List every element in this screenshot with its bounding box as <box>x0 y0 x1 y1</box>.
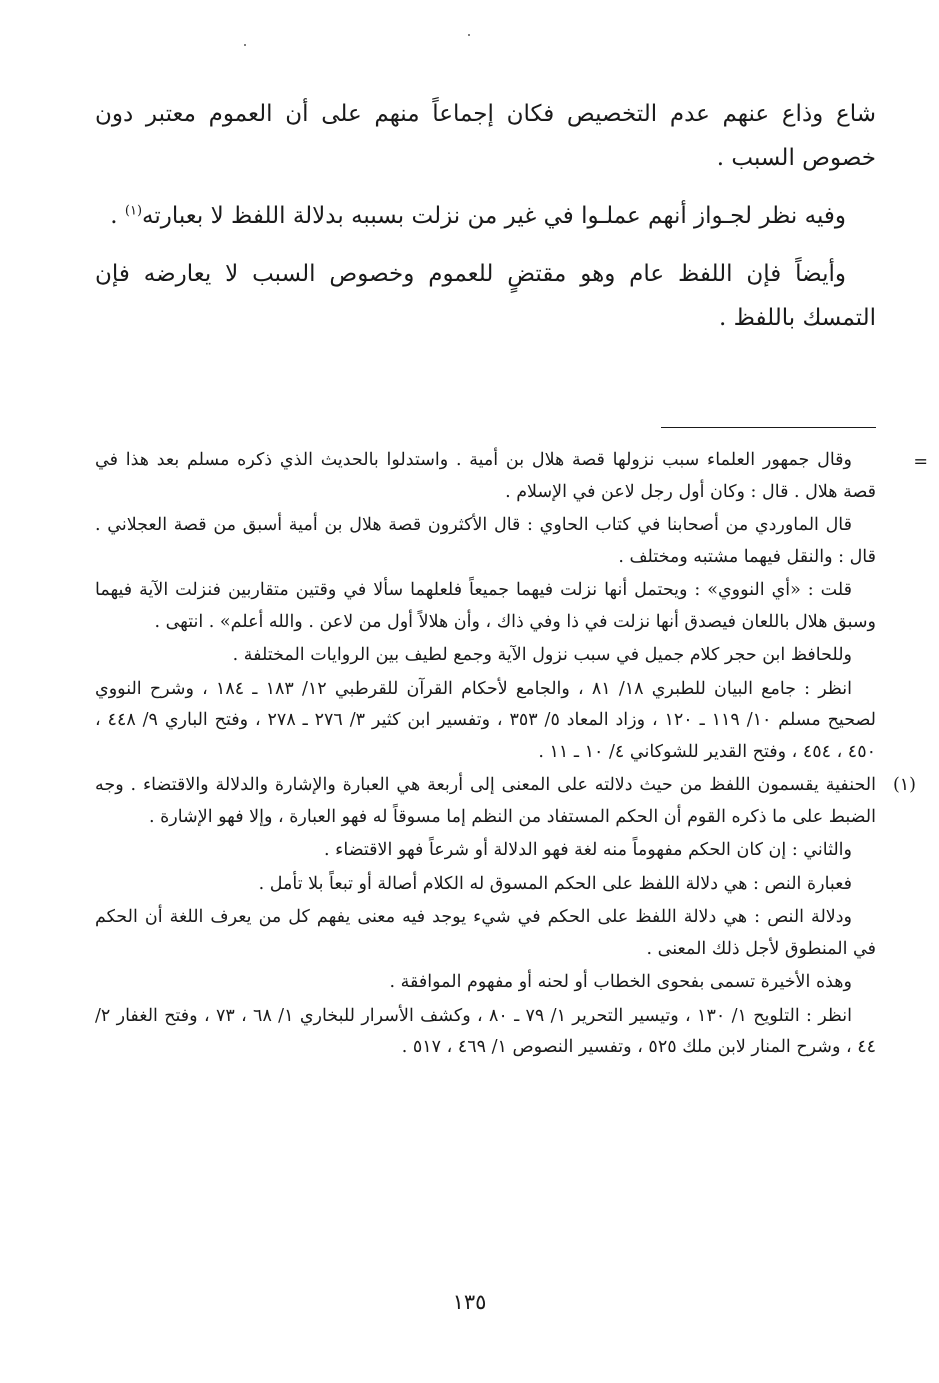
main-paragraph-2-text: وفيه نظر لجـواز أنهم عملـوا في غير من نزلت بسببه بدلالة اللفظ لا بعبارته <box>142 203 846 229</box>
main-paragraph-3: وأيضاً فإن اللفظ عام وهو مقتضٍ للعموم وخصوص السبب لا يعارضه فإن التمسك باللفظ . <box>95 261 876 331</box>
footnote-1-marker: (١) <box>892 775 916 795</box>
footnotes <box>95 445 928 1066</box>
main-paragraph-1: شاع وذاع عنهم عدم التخصيص فكان إجماعاً منهم على أن العموم معتبر دون خصوص السبب . <box>95 101 876 171</box>
scan-speck <box>468 34 470 36</box>
footnote-paragraph: قال الماوردي من أصحابنا في كتاب الحاوي : قال الأكثرون قصة هلال بن أمية أسبق من قصة العجلاني . قال : والنقل فيهما مشتبه ومختلف . <box>95 515 876 567</box>
continuation-marker: = <box>913 452 928 472</box>
footnote-ref-1: (١) <box>124 203 143 219</box>
footnote-paragraph: والثاني : إن كان الحكم مفهوماً منه لغة فهو الدلالة أو شرعاً فهو الاقتضاء . <box>324 840 852 860</box>
footnote-references: انظر : جامع البيان للطبري ١٨/ ٨١ ، والجامع لأحكام القرآن للقرطبي ١٢/ ١٨٣ ـ ١٨٤ ، وشرح النووي لصحيح مسلم ١٠/ ١١٩ ـ ١٢٠ ، وزاد المعاد ٥/ ٣٥٣ ، وتفسير ابن كثير ٣/ ٢٧٦ ـ ٢٧٨ ، وفتح الباري ٩/ ٤٤٨ ، ٤٥٠ ، ٤٥٤ ، وفتح القدير للشوكاني ٤/ ١٠ ـ ١١ . <box>95 678 877 762</box>
footnote-1 <box>95 770 916 1064</box>
main-text <box>95 92 876 354</box>
footnote-paragraph: ودلالة النص : هي دلالة اللفظ على الحكم في شيء يوجد فيه معنى يفهم كل من يعرف اللغة أن الحكم في المنطوق لأجل ذلك المعنى . <box>95 907 876 959</box>
footnote-paragraph: قلت : «أي النووي» : ويحتمل أنها نزلت فيهما جميعاً فلعلهما سألا في وقتين متقاربين فنزلت الآية فيهما وسبق هلال باللعان فيصدق أنها نزلت في ذا وفي ذاك ، وأن هلالاً أول من لاعن . والله أعلم» . انتهى . <box>95 580 876 632</box>
page-number: ١٣٥ <box>452 1290 487 1314</box>
footnote-references: انظر : التلويح ١/ ١٣٠ ، وتيسير التحرير ١/ ٧٩ ـ ٨٠ ، وكشف الأسرار للبخاري ١/ ٦٨ ، ٧٣ ، وفتح الغفار ٢/ ٤٤ ، وشرح المنار لابن ملك ٥٢٥ ، وتفسير النصوص ١/ ٤٦٩ ، ٥١٧ . <box>95 1005 876 1057</box>
scan-speck <box>244 44 246 46</box>
main-paragraph-2 <box>95 194 876 238</box>
footnote-paragraph: وللحافظ ابن حجر كلام جميل في سبب نزول الآية وجمع لطيف بين الروايات المختلفة . <box>232 645 852 665</box>
footnote-divider <box>661 427 876 428</box>
footnote-paragraph: فعبارة النص : هي دلالة اللفظ على الحكم المسوق له الكلام أصالة أو تبعاً بلا تأمل . <box>258 873 852 894</box>
footnote-paragraph: وهذه الأخيرة تسمى بفحوى الخطاب أو لحنه أو مفهوم الموافقة . <box>389 972 852 992</box>
footnote-paragraph: وقال جمهور العلماء سبب نزولها قصة هلال بن أمية . واستدلوا بالحديث الذي ذكره مسلم بعد هذا في قصة هلال . قال : وكان أول رجل لاعن في الإسلام . <box>95 450 876 502</box>
main-paragraph-2-end: . <box>110 203 125 229</box>
footnote-paragraph: الحنفية يقسمون اللفظ من حيث دلالته على المعنى إلى أربعة هي العبارة والإشارة والدلالة والاقتضاء . وجه الضبط على ما ذكره القوم أن الحكم المستفاد من النظم إما مسوقاً له فهو العبارة ، وإلا فهو الإشارة . <box>95 775 876 827</box>
footnote-continuation <box>95 445 928 768</box>
